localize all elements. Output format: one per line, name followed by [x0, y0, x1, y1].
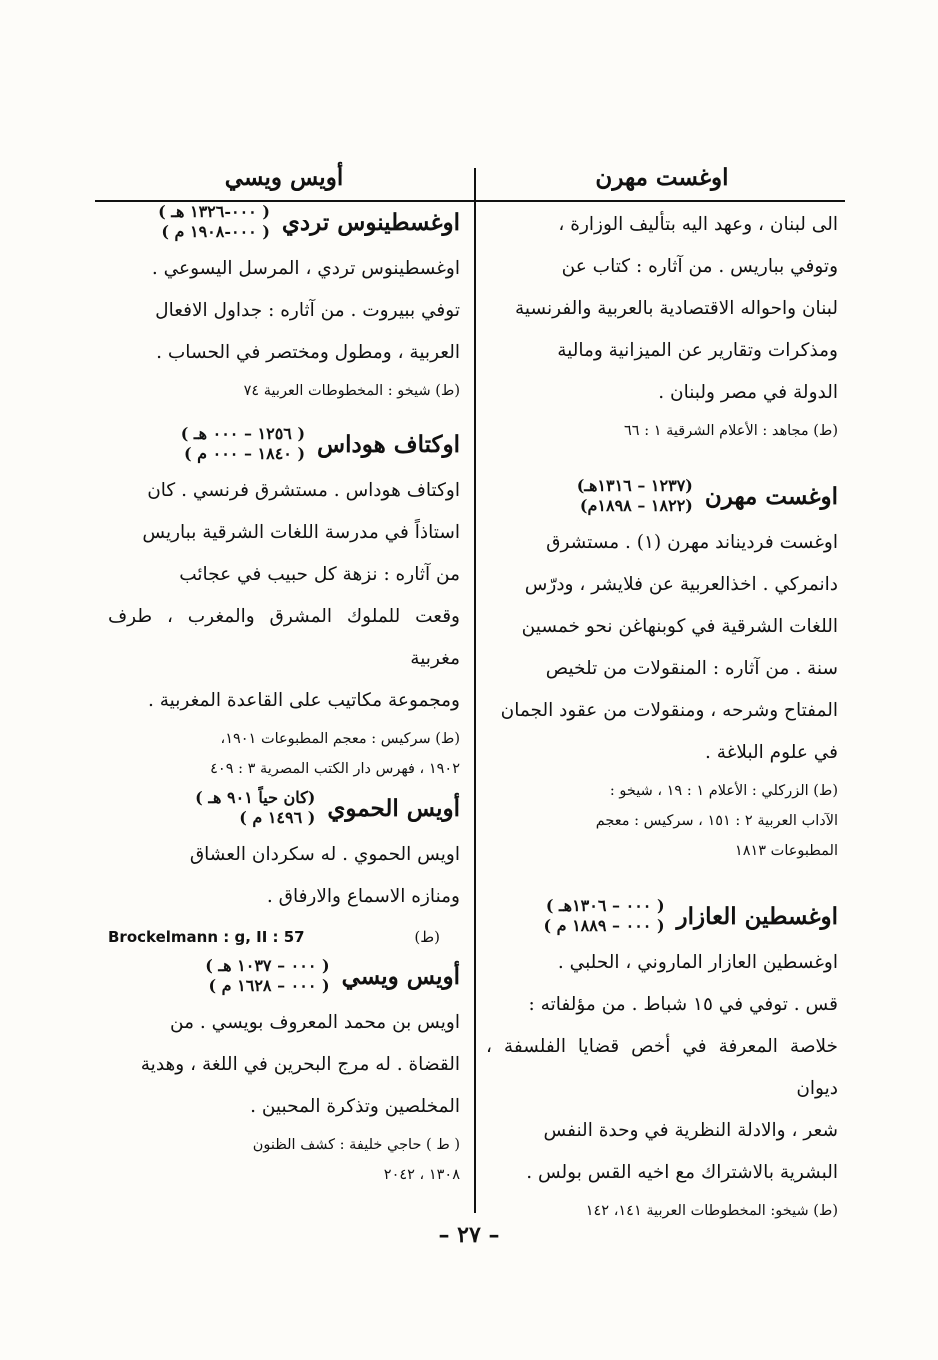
- entry-dates: [577, 476, 693, 516]
- dates-hijri: ( ٠٠٠ – ١٠٣٧ هـ ): [205, 956, 330, 975]
- entry-title: اوغسطينوس تردي: [281, 208, 460, 236]
- text-line: الى لبنان ، وعهد اليه بتأليف الوزارة ،: [558, 214, 838, 235]
- reference-note: [486, 776, 838, 866]
- text-line: ومجموعة مكاتيب على القاعدة المغربية .: [148, 690, 460, 711]
- entry-dates: [195, 788, 315, 828]
- ref-line: ١٩٠٢ ، فهرس دار الكتب المصرية ٣ : ٤٠٩: [210, 761, 460, 777]
- text-line: البشرية بالاشتراك مع اخيه القس بولس .: [526, 1162, 838, 1183]
- entry-title: اوغسطين العازار: [676, 902, 838, 930]
- ref-line: المطبوعات ١٨١٣: [734, 843, 838, 859]
- text-line: اويس الحموي . له سكردان العشاق: [189, 844, 460, 865]
- ref-line: ( ط ) حاجي خليفة : كشف الظنون: [252, 1137, 460, 1153]
- running-head-right: اوغست مهرن: [595, 164, 729, 191]
- text-line: قس . توفي في ١٥ شباط . من مؤلفاته :: [528, 994, 838, 1015]
- reference-note: [108, 922, 460, 952]
- entry-hamawi: [108, 788, 460, 952]
- dates-hijri: (كان حياً ٩٠١ هـ ): [195, 788, 316, 807]
- text-line: اوغست فرديناند مهرن (١) . مستشرق: [546, 532, 838, 553]
- ref-line: (ط) الزركلي : الأعلام ١ : ١٩ ، شيخو :: [609, 783, 838, 799]
- text-line: اوغسطين العازار الماروني ، الحلبي .: [557, 952, 838, 973]
- text-line: المفتاح وشرحه ، ومنقولات من عقود الجمان: [500, 700, 838, 721]
- left-column: [108, 160, 460, 1190]
- dates-gregorian: ( ٠٠٠ – ١٨٨٩ م ): [543, 916, 665, 935]
- text-line: استاذاً في مدرسة اللغات الشرقية بباريس: [142, 522, 460, 543]
- text-line: شعر ، والادلة النظرية في وحدة النفس: [543, 1120, 838, 1141]
- ref-line: الآداب العربية ٢ : ١٥١ ، سركيس : معجم: [595, 813, 838, 829]
- column-divider: [474, 168, 476, 1213]
- reference-note: (ط) شيخو : المخطوطات العربية ٧٤: [243, 383, 460, 399]
- ref-line: (ط) سركيس : معجم المطبوعات ١٩٠١،: [220, 731, 460, 747]
- dates-gregorian: ( ٠٠٠ – ١٦٢٨ م ): [208, 976, 330, 995]
- entry-title: أويس ويسي: [341, 962, 460, 990]
- entry-azar: [486, 896, 838, 1226]
- entry-title: أويس الحموي: [327, 794, 460, 822]
- text-line: ومنازه الاسماع والارفاق .: [266, 886, 460, 907]
- text-line: ومذكرات وتقارير عن الميزانية ومالية: [557, 340, 838, 361]
- entry-mehren: [486, 476, 838, 866]
- ref-mark: (ط): [414, 928, 440, 946]
- entry-dates: [181, 424, 305, 464]
- entry-houdas: [108, 424, 460, 784]
- dates-gregorian: ( ١٤٩٦ م ): [239, 808, 316, 827]
- dates-gregorian: ( ١٨٤٠ – ٠٠٠ م ): [183, 444, 306, 463]
- text-line: اوغسطينوس تردي ، المرسل اليسوعي .: [151, 258, 460, 279]
- reference-note: [108, 1130, 460, 1190]
- entry-title: اوكتاف هوداس: [317, 430, 460, 458]
- text-line: وقعت للملوك المشرق والمغرب ، طرف مغربية: [108, 606, 460, 669]
- text-line: في علوم البلاغة .: [705, 742, 838, 763]
- continuation-text: [486, 204, 838, 414]
- page-number: – ٢٧ –: [438, 1222, 500, 1248]
- dates-hijri: ( ٠٠٠ – ١٣٠٦هـ ): [545, 896, 665, 915]
- text-line: اللغات الشرقية في كوبنهاغن نحو خمسين: [521, 616, 838, 637]
- text-line: وتوفي بباريس . من آثاره : كتاب عن: [561, 256, 838, 277]
- dates-hijri: (١٢٣٧ – ١٣١٦هـ): [576, 476, 693, 495]
- dates-hijri: ( ١٢٥٦ – ٠٠٠ هـ ): [180, 424, 306, 443]
- entry-waysi: [108, 956, 460, 1190]
- text-line: دانمركي . اخذالعربية عن فلايشر ، ودرّس: [524, 574, 838, 595]
- reference-note: [108, 724, 460, 784]
- dates-gregorian: ( ٠٠٠-١٩٠٨ م ): [161, 222, 270, 241]
- text-line: لبنان واحواله الاقتصادية بالعربية والفرنسية: [514, 298, 838, 319]
- text-line: خلاصة المعرفة في أخص قضايا الفلسفة ، ديوان: [486, 1036, 838, 1099]
- reference-note: (ط) شيخو: المخطوطات العربية ١٤١، ١٤٢: [585, 1203, 838, 1219]
- text-line: اوكتاف هوداس . مستشرق فرنسي . كان: [147, 480, 460, 501]
- text-line: توفي ببيروت . من آثاره : جداول الافعال: [155, 300, 460, 321]
- dates-gregorian: (١٨٢٢ – ١٨٩٨م): [579, 496, 693, 515]
- dates-hijri: ( ٠٠٠-١٣٢٦ هـ ): [158, 202, 270, 221]
- running-head-left: أويس ويسي: [224, 164, 344, 191]
- entry-title: اوغست مهرن: [704, 482, 838, 510]
- ref-latin: Brockelmann : g, II : 57: [108, 928, 305, 946]
- text-line: سنة . من آثاره : المنقولات من تلخيص: [545, 658, 838, 679]
- reference-note: (ط) مجاهد : الأعلام الشرقية ١ : ٦٦: [624, 423, 838, 439]
- ref-line: ١٣٠٨ ، ٢٠٤٢: [383, 1167, 460, 1183]
- text-line: المخلصين وتذكرة المحبين .: [250, 1096, 460, 1117]
- text-line: العربية ، ومطول ومختصر في الحساب .: [156, 342, 460, 363]
- entry-tardi: [108, 202, 460, 406]
- text-line: من آثاره : نزهة كل حبيب في عجائب: [179, 564, 460, 585]
- entry-dates: [205, 956, 329, 996]
- text-line: القضاة . له مرج البحرين في اللغة ، وهدية: [140, 1054, 460, 1075]
- text-line: اويس بن محمد المعروف بويسي . من: [170, 1012, 460, 1033]
- right-column: [486, 160, 838, 1226]
- entry-dates: [543, 896, 664, 936]
- entry-dates: [158, 202, 270, 242]
- text-line: الدولة في مصر ولبنان .: [658, 382, 838, 403]
